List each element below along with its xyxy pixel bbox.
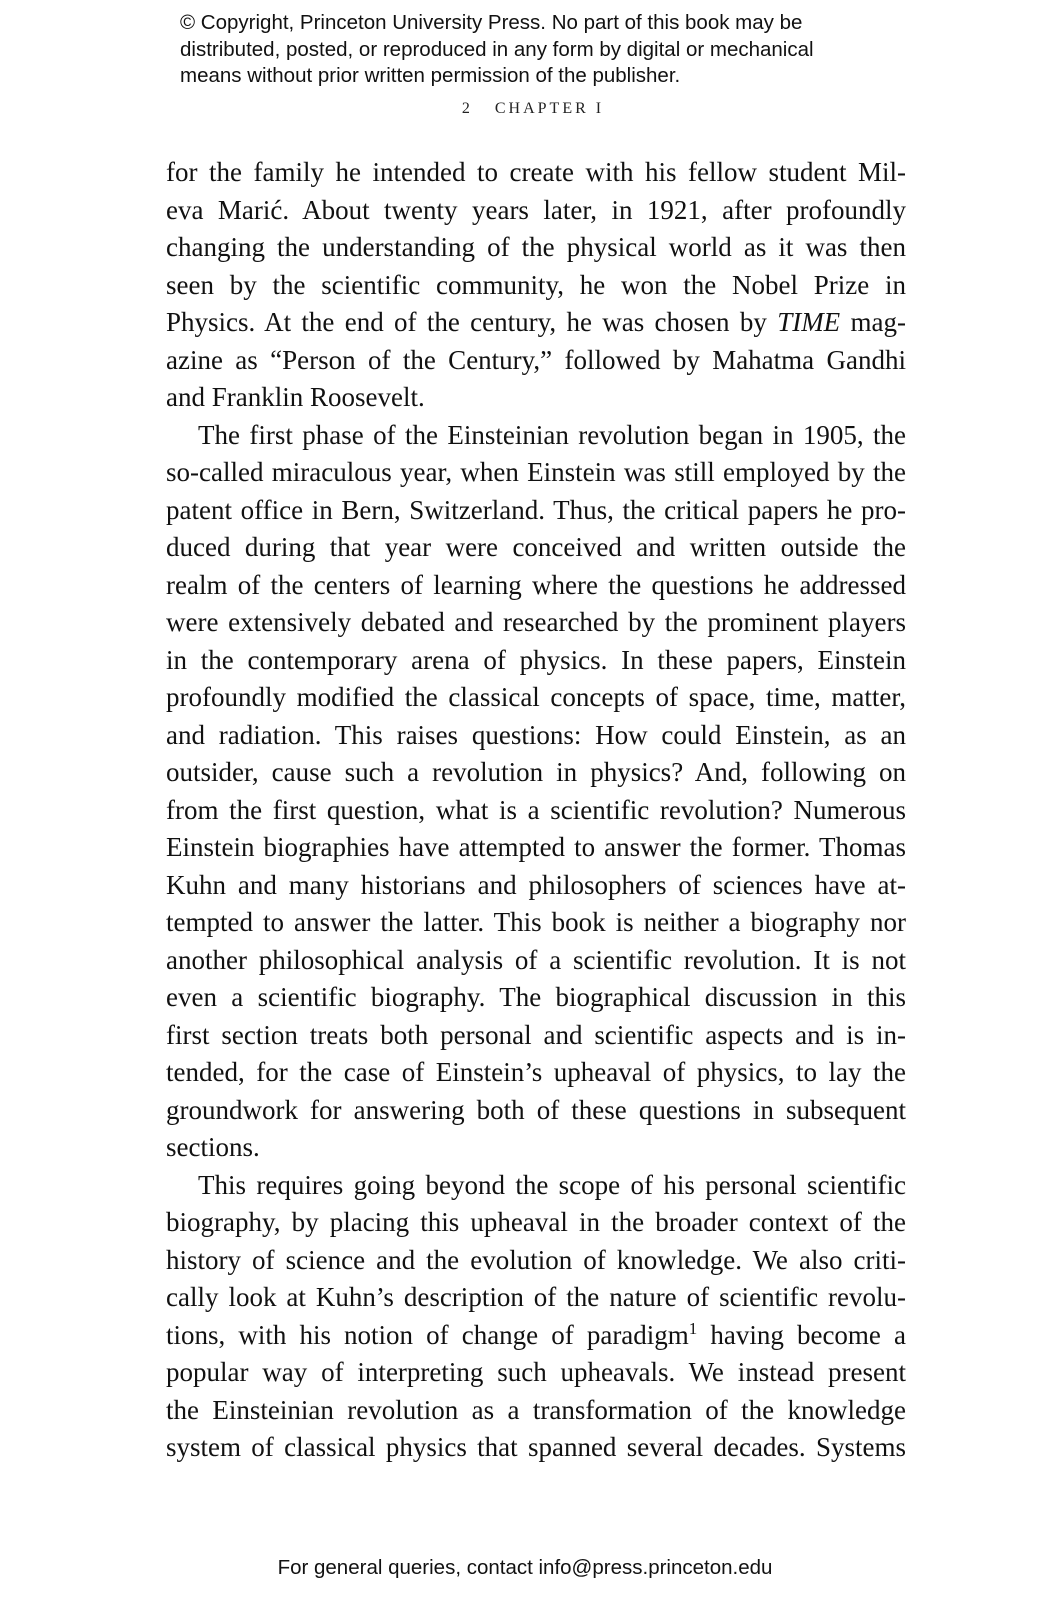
text-span: having become a	[697, 1319, 906, 1350]
text-line: tempted to answer the latter. This book is neither a biography nor	[166, 907, 906, 937]
text-span: tions, with his notion of change of paradigm	[166, 1319, 689, 1350]
paragraph	[166, 1167, 906, 1467]
text-line: Kuhn and many historians and philosophers of sciences have at-	[166, 869, 906, 900]
magazine-title: TIME	[777, 307, 841, 337]
text-line: system of classical physics that spanned several decades. Systems	[166, 1432, 906, 1462]
text-line: and Franklin Roosevelt.	[166, 382, 425, 412]
text-line: first section treats both personal and scientific aspects and is in-	[166, 1019, 906, 1050]
text-line: groundwork for answering both of these questions in subsequent	[166, 1094, 906, 1125]
text-line: and radiation. This raises questions: How could Einstein, as an	[166, 719, 906, 750]
copyright-notice	[180, 10, 880, 90]
text-line: patent office in Bern, Switzerland. Thus, the critical papers he pro-	[166, 494, 906, 525]
text-line-with-footnote	[166, 1317, 906, 1355]
text-line: sections.	[166, 1132, 260, 1162]
text-line: The first phase of the Einsteinian revolution began in 1905, the	[198, 419, 906, 450]
text-line: the Einsteinian revolution as a transformation of the knowledge	[166, 1394, 906, 1425]
text-line: realm of the centers of learning where the questions he addressed	[166, 569, 906, 600]
text-line: history of science and the evolution of knowledge. We also criti-	[166, 1244, 906, 1275]
text-line: seen by the scientific community, he won the Nobel Prize in	[166, 269, 906, 300]
text-line: Einstein biographies have attempted to answer the former. Thomas	[166, 832, 906, 862]
paragraph	[166, 154, 906, 417]
text-line: changing the understanding of the physical world as it was then	[166, 232, 906, 262]
text-line: were extensively debated and researched by the prominent players	[166, 607, 906, 637]
text-line: in the contemporary arena of physics. In these papers, Einstein	[166, 644, 906, 675]
text-line: This requires going beyond the scope of his personal scientific	[198, 1169, 906, 1200]
page-number: 2	[461, 100, 473, 117]
page-body	[166, 154, 906, 1467]
running-head	[0, 100, 1050, 118]
chapter-title: CHAPTER I	[494, 100, 605, 117]
text-line: even a scientific biography. The biographical discussion in this	[166, 982, 906, 1012]
text-line: so-called miraculous year, when Einstein was still employed by the	[166, 457, 906, 487]
text-line: azine as “Person of the Century,” followed by Mahatma Gandhi	[166, 344, 906, 375]
text-line: eva Marić. About twenty years later, in 1921, after profoundly	[166, 194, 906, 225]
copyright-line: means without prior written permission of the publisher.	[180, 64, 681, 87]
text-line: biography, by placing this upheaval in the broader context of the	[166, 1207, 906, 1237]
paragraph	[166, 417, 906, 1167]
text-line: cally look at Kuhn’s description of the nature of scientific revolu-	[166, 1282, 906, 1312]
text-line: outsider, cause such a revolution in physics? And, following on	[166, 757, 906, 787]
text-line: for the family he intended to create with his fellow student Mil-	[166, 157, 906, 187]
text-line: popular way of interpreting such upheavals. We instead present	[166, 1357, 906, 1387]
text-line: tended, for the case of Einstein’s upheaval of physics, to lay the	[166, 1057, 906, 1087]
copyright-line: distributed, posted, or reproduced in any form by digital or mechanical	[180, 37, 814, 61]
text-line: another philosophical analysis of a scientific revolution. It is not	[166, 944, 906, 975]
text-line: Physics. At the end of the century, he was chosen by TIME mag-	[166, 307, 906, 337]
text-line: from the first question, what is a scientific revolution? Numerous	[166, 794, 906, 825]
text-line: profoundly modified the classical concepts of space, time, matter,	[166, 682, 906, 712]
text-line: duced during that year were conceived and written outside the	[166, 532, 906, 562]
copyright-line: © Copyright, Princeton University Press. No part of this book may be	[180, 11, 803, 34]
footer-contact: For general queries, contact info@press.princeton.edu	[277, 1556, 773, 1579]
footnote-marker[interactable]: 1	[688, 1318, 698, 1338]
